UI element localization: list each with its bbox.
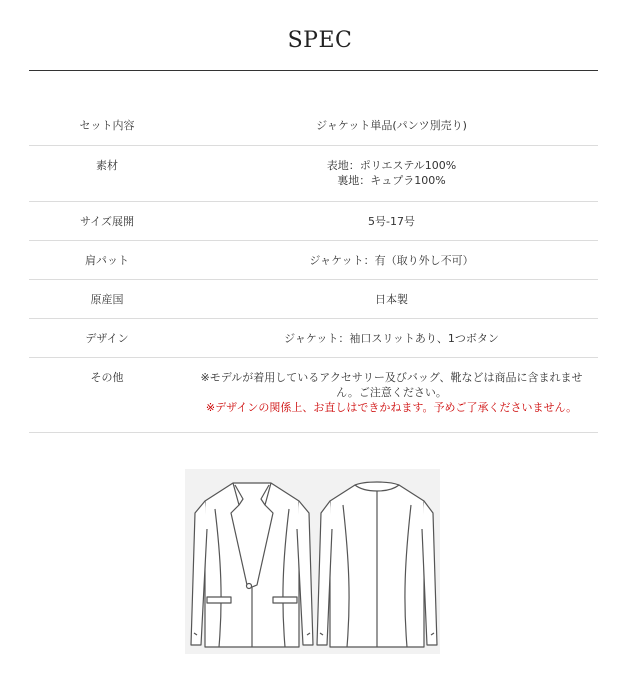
spec-row-material bbox=[29, 146, 598, 202]
spec-label: その他 bbox=[90, 371, 124, 384]
spec-table bbox=[29, 106, 598, 433]
spec-label: 原産国 bbox=[90, 292, 124, 306]
spec-value-line: 表地：ポリエステル100% bbox=[326, 159, 457, 172]
spec-label: セット内容 bbox=[79, 119, 135, 132]
spec-row-origin bbox=[29, 280, 598, 319]
spec-value bbox=[185, 331, 598, 346]
spec-label: 素材 bbox=[96, 159, 118, 172]
spec-row-design bbox=[29, 319, 598, 358]
title-divider bbox=[29, 70, 598, 71]
button bbox=[247, 584, 252, 589]
spec-value bbox=[185, 292, 598, 307]
spec-value-line: ジャケット：有（取り外し不可） bbox=[309, 253, 474, 267]
spec-row-shoulder-pad bbox=[29, 241, 598, 280]
spec-value-line: ※モデルが着用しているアクセサリー及びバッグ、靴などは商品に含まれません。ご注意ください。 bbox=[200, 371, 583, 399]
page-title: SPEC bbox=[287, 28, 353, 53]
jacket-front-back-drawing-icon bbox=[185, 469, 440, 654]
spec-value-line: 5号-17号 bbox=[368, 214, 415, 228]
spec-row-set-contents bbox=[29, 106, 598, 146]
spec-label: デザイン bbox=[85, 331, 129, 345]
spec-warning-note: ※デザインの関係上、お直しはできかねます。予めご了承くださいません。 bbox=[205, 401, 578, 414]
spec-row-other bbox=[29, 358, 598, 433]
spec-value-line: 日本製 bbox=[375, 292, 408, 306]
spec-value-line: 裏地：キュプラ100% bbox=[337, 174, 446, 187]
spec-label: サイズ展開 bbox=[79, 214, 135, 228]
spec-value bbox=[185, 358, 598, 432]
jacket-illustration bbox=[185, 469, 440, 654]
spec-value bbox=[185, 253, 598, 268]
spec-value-line: ジャケット単品(パンツ別売り) bbox=[316, 119, 467, 132]
spec-value bbox=[185, 146, 598, 201]
spec-value bbox=[185, 214, 598, 229]
spec-row-sizes bbox=[29, 202, 598, 241]
spec-label: 肩パット bbox=[85, 253, 129, 267]
spec-value bbox=[185, 118, 598, 133]
spec-value-line: ジャケット：袖口スリットあり、1つボタン bbox=[284, 331, 499, 345]
